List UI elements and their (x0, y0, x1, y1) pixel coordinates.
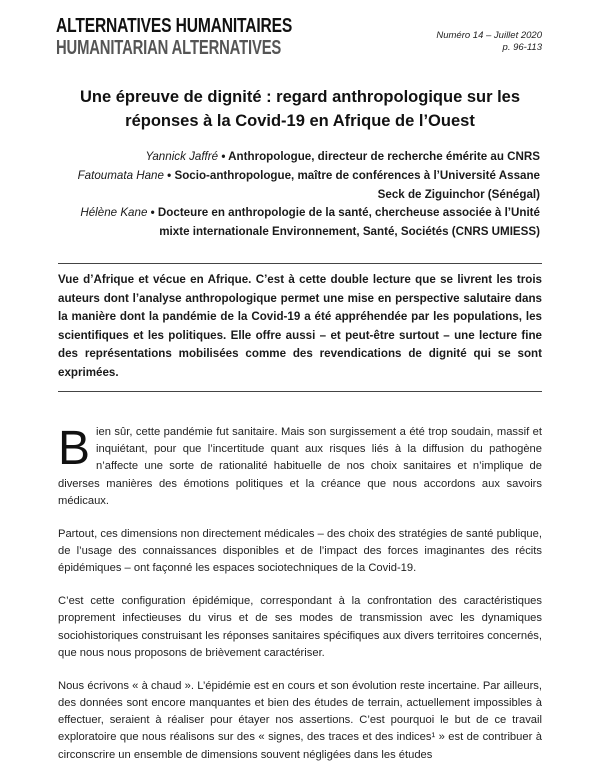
author-entry (60, 148, 540, 167)
journal-name-fr: ALTERNATIVES HUMANITAIRES (56, 15, 293, 37)
body-paragraph (58, 424, 542, 510)
author-affiliation: Docteure en anthropologie de la santé, chercheuse associée à l’Unité mixte internationale Environnement, Santé, Sociétés (CNRS UMIESS) (157, 206, 540, 239)
issue-number: Numéro 14 – Juillet 2020 (436, 30, 542, 41)
author-entry (60, 204, 540, 242)
article-title: Une épreuve de dignité : regard anthropologique sur les réponses à la Covid-19 en Afrique de l’Ouest (79, 88, 521, 130)
author-affiliation: Socio-anthropologue, maître de conférences à l’Université Assane Seck de Ziguinchor (Sénégal) (174, 168, 540, 201)
journal-name-en: HUMANITARIAN ALTERNATIVES (56, 37, 282, 59)
issue-info (436, 30, 542, 54)
article-body (58, 424, 542, 780)
author-name: Hélène Kane (80, 206, 148, 220)
body-paragraph: C’est cette configuration épidémique, correspondant à la confrontation des caractéristiques proprement infectieuses du virus et de ses modes de transmission avec les dynamiques sociohistoriques construisant les réponses sanitaires spécifiques aux divers territoires concernés, que nous nous proposons de brièvement caractériser. (58, 595, 542, 659)
abstract: Vue d’Afrique et vécue en Afrique. C’est à cette double lecture que se livrent les trois auteurs dont l’analyse anthropologique permet une mise en perspective salutaire dans la manière dont la pandémie de la Covid-19 a été appréhendée par les populations, les scientifiques et les politiques. Elle offre aussi – et peut-être surtout – une lecture fine des représentations mobilisées comme des revendications de dignité qui se sont exprimées. (58, 263, 542, 392)
author-name: Fatoumata Hane (77, 168, 164, 182)
author-entry (60, 167, 540, 205)
author-separator: • (147, 206, 158, 220)
body-paragraph: Nous écrivons « à chaud ». L’épidémie est en cours et son évolution reste incertaine. Par ailleurs, des données sont encore manquantes et bien des études de terrain, actuellement impossibles à effectuer, seraient à réaliser pour étayer nos assertions. C’est pourquoi le but de ce travail exploratoire que nous réalisons sur des « signes, des traces et des indices¹ » est de contribuer à circonscrire un ensemble de dimensions souvent négligées dans les études (58, 679, 542, 761)
page-range: p. 96-113 (502, 42, 542, 53)
author-separator: • (218, 150, 229, 163)
body-paragraph: Partout, ces dimensions non directement médicales – des choix des stratégies de santé publique, de l’usage des connaissances disponibles et de l’impact des forces imaginantes des récits épidémiques – ont façonné les espaces sociotechniques de la Covid-19. (58, 527, 542, 575)
author-affiliation: Anthropologue, directeur de recherche émérite au CNRS (228, 150, 540, 163)
drop-cap: B (58, 422, 91, 475)
author-separator: • (163, 168, 175, 182)
journal-logo (56, 15, 360, 60)
author-name: Yannick Jaffré (145, 150, 219, 163)
body-paragraph-text: ien sûr, cette pandémie fut sanitaire. Mais son surgissement a été trop soudain, massif et inquiétant, pour que l’incertitude quant aux risques liés à la diffusion du pathogène n’affecte une sorte de rationalité habituelle de nos choix sanitaires et n’implique de diverses manières des émotions politiques et la créance que nous accordons aux savoirs médicaux. (58, 426, 542, 507)
author-list (60, 148, 540, 242)
